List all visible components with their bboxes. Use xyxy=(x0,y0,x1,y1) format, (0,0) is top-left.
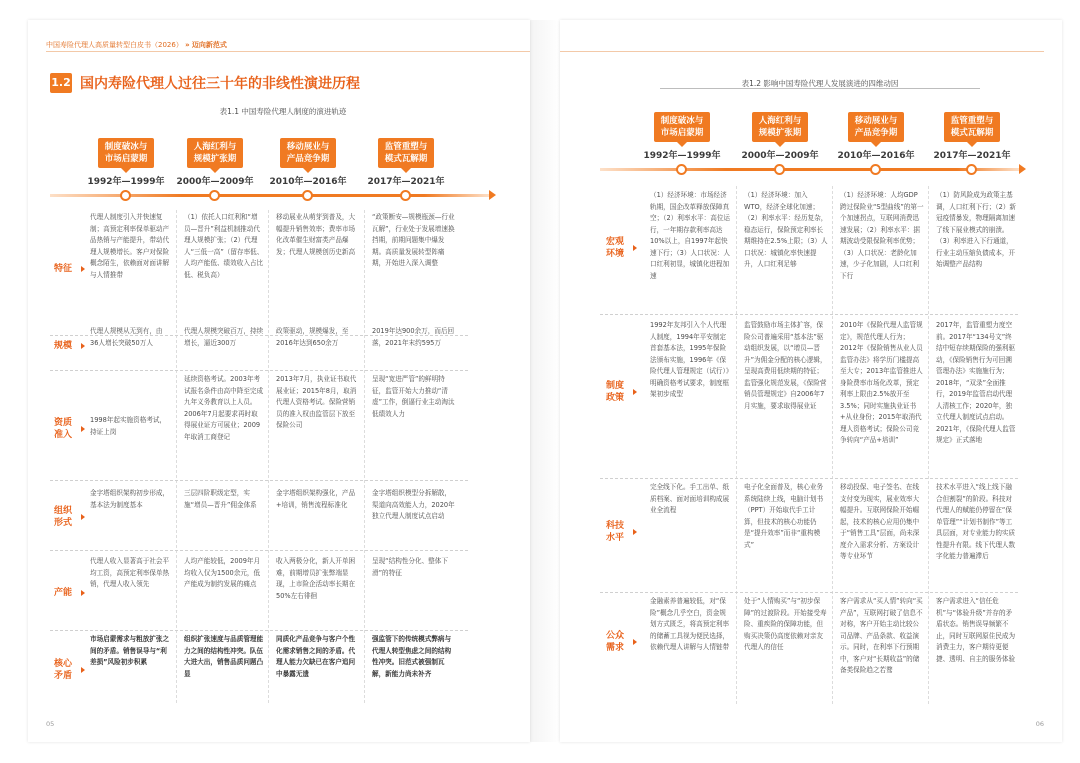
table-cell: 技术水平进入“线上线下融合但割裂”的阶段。科技对代理人的赋能仍停留在“保单管理”“计划书制作”等工具层面，对专业能力的实质性提升有限。线下代理人数字化能力普遍滞后 xyxy=(936,483,1016,560)
table-cell: 金字塔组织架构初步形成，基本法为制度基本 xyxy=(90,489,170,509)
table-cell: 人均产能较低，2009年月均收入仅为1500余元，低产能成为制约发展的痛点 xyxy=(184,557,261,588)
table-cell: 市场启蒙需求与粗放扩张之间的矛盾。销售误导与“利差损”风险初步积累 xyxy=(90,635,170,666)
table-cell: 强监管下的传统模式弊病与代理人转型焦虑之间的结构性冲突。旧范式被强制瓦解，新能力尚未补齐 xyxy=(372,635,452,678)
table-caption: 表1.1 中国寿险代理人制度的演进轨迹 xyxy=(148,106,418,117)
row-label: 宏观 环境 xyxy=(600,236,630,260)
table-cell: 处于“人情购买”与“初步保障”的过渡阶段。开始接受寿险、重疾险的保障功能，但购买决策仍高度依赖对亲友代理人的信任 xyxy=(744,597,827,651)
timeline-axis xyxy=(50,194,490,197)
period-badge: 制度破冰与 市场启蒙期 xyxy=(654,112,710,142)
timeline-marker xyxy=(774,164,785,175)
table-cell: （1）防风险成为政策主基调，人口红利下行；（2）新冠疫情暴发，物理隔离加速了线下展业模式的崩溃。（3）利率进入下行通道，行业主动压缩负债成本，开始调整产品结构 xyxy=(936,191,1017,268)
period-years: 2000年—2009年 xyxy=(741,151,819,161)
page-fold-shadow xyxy=(530,20,560,742)
table-cell: 代理人规模突破百万，持续增长，逼近300万 xyxy=(184,327,264,347)
table-cell: 1998年起实施资格考试，持证上岗 xyxy=(90,416,167,436)
table-cell: 移动投保、电子签名、在线支付变为现实，展业效率大幅提升。互联网保险开始崛起，技术的核心应用仍集中于“销售工具”层面，尚未深度介入需求分析、方案设计等专业环节 xyxy=(840,483,920,560)
table-cell: “政策断安—规模瓶颈—行业瓦解”，行业处于发展增速换挡期，前期问题集中爆发期。高质量发展转型阵痛期，开始进入深入调整 xyxy=(372,213,455,267)
period-badge: 监管重塑与 模式瓦解期 xyxy=(378,138,434,168)
table-cell: 收入两极分化，新人开单困难，前期增员扩张弊端显现，上市险企活动率长期在50%左右徘徊 xyxy=(276,557,356,600)
timeline-axis xyxy=(600,168,1020,171)
column-divider xyxy=(736,186,737,706)
table-cell: 三层四阶职级定型，实施“增员—晋升”佣金体系 xyxy=(184,489,257,509)
header-rule xyxy=(46,51,530,52)
table-cell: （1）经济环境：市场经济轨期，国企改革释放保障真空；（2）利率水平：高位运行，一年期存款利率高达10%以上，自1997年起快速下行；（3）人口状况：人口红利初显，城镇化进程加速 xyxy=(650,191,731,280)
running-header: 中国寿险代理人高质量转型白皮书（2026） » 迈向新范式 xyxy=(46,41,227,49)
table-cell: （1）依托人口红利和“增员—晋升”利益机制推动代理人规模扩张；（2）代理人“三低一高”（留存率低、人均产能低、绩效收入占比低、税负高） xyxy=(184,213,264,279)
period-badge: 人海红利与 规模扩张期 xyxy=(187,138,243,168)
period-badge: 监管重塑与 模式瓦解期 xyxy=(944,112,1000,142)
header-rule xyxy=(560,51,1044,52)
timeline-marker xyxy=(870,164,881,175)
period-years: 2010年—2016年 xyxy=(837,151,915,161)
table-cell: 2013年7月，执业证书取代展业证；2015年8月，取消代理人资格考试。保险营销员的准入权由监管层下放至保险公司 xyxy=(276,375,357,429)
left-page xyxy=(28,20,530,742)
row-label: 公众 需求 xyxy=(600,630,630,654)
row-divider xyxy=(600,478,1020,479)
table-cell: 代理人制度引入并快速复制；高预定利率保单驱动产品热销与产能提升，带动代理人规模增长。客户对保险概念陌生，依赖面对面讲解与人情推带 xyxy=(90,213,170,279)
timeline-marker xyxy=(676,164,687,175)
table-cell: 代理人规模从无到有，由36人增长突破50万人 xyxy=(90,327,163,347)
row-divider xyxy=(50,630,470,631)
table-cell: 2019年达900余万，而后回落，2021年末约595万 xyxy=(372,327,455,347)
period-years: 2017年—2021年 xyxy=(367,177,445,187)
table-cell: 金字塔组织模型分拆解散，渠道向高效能人力，2020年独立代理人制度试点启动 xyxy=(372,489,455,520)
timeline-marker xyxy=(209,190,220,201)
period-years: 2010年—2016年 xyxy=(269,177,347,187)
period-years: 2000年—2009年 xyxy=(176,177,254,187)
table-cell: 代理人收入显著高于社会平均工资，高预定利率保单热销，代理人收入领先 xyxy=(90,557,170,588)
right-page xyxy=(560,20,1062,742)
period-years: 2017年—2021年 xyxy=(933,151,1011,161)
table-caption: 表1.2 影响中国寿险代理人发展演进的四维动因 xyxy=(660,78,980,89)
table-cell: 金融素养普遍较低，对“保险”概念几乎空白，资金规划方式匮乏，将高预定利率的储蓄工具视为便民选择，依赖代理人讲解与人情链带 xyxy=(650,597,730,651)
row-label: 制度 政策 xyxy=(600,380,630,404)
table-cell: 金字塔组织架构强化，产品+培训，销售流程标准化 xyxy=(276,489,356,509)
table-cell: 移动展业从萌芽到普及，大幅提升销售效率；费率市场化改革催生财富类产品爆发；代理人规模创历史新高 xyxy=(276,213,356,256)
row-label: 科技 水平 xyxy=(600,520,630,544)
period-badge: 制度破冰与 市场启蒙期 xyxy=(98,138,154,168)
row-divider xyxy=(50,550,470,551)
table-cell: 组织扩张速度与品质管理能力之间的结构性冲突。队伍大进大出，销售品质问题凸显 xyxy=(184,635,264,678)
row-divider xyxy=(50,480,470,481)
row-label: 核心 矛盾 xyxy=(48,658,78,682)
row-label: 特征 xyxy=(48,263,78,275)
table-cell: 电子化全面普及，核心业务系统陆续上线，电脑计划书（PPT）开始取代手工计算，但技术的核心功能仍是“提升效率”而非“重构模式” xyxy=(744,483,824,549)
timeline-marker xyxy=(966,164,977,175)
row-divider xyxy=(600,314,1020,315)
column-divider xyxy=(928,186,929,706)
period-badge: 移动展业与 产品竞争期 xyxy=(848,112,904,142)
page-number: 06 xyxy=(1035,720,1044,728)
table-cell: 同质化产品竞争与客户个性化需求销售之间的矛盾。代理人能力欠缺已在客户追问中暴露无遗 xyxy=(276,635,356,678)
table-cell: 客户需求进入“信任危机”与“体验升级”并存的矛盾状态。销售误导频繁不止，同时互联网原住民成为消费主力，客户期待更便捷、透明、自主的服务体验 xyxy=(936,597,1016,663)
column-divider xyxy=(832,186,833,706)
section-heading xyxy=(50,72,360,94)
table-cell: 监管鼓励市场主体扩容，保险公司普遍采用“基本法”驱动组织发展，以“增员—晋升”为佣金分配的核心逻辑，呈现高费用低续期的特征；监管强化规范发展，《保险营销员管理规定》自2006年7月实施，要求取得展业证 xyxy=(744,321,827,410)
table-cell: 1992年友邦引入个人代理人制度，1994年平安制定首套基本法，1995年保险法颁布实施，1996年《保险代理人管理规定（试行）》明确资格考试要求，制度框架初步成型 xyxy=(650,321,730,398)
table-cell: （1）经济环境：人均GDP跨过保险业“S型曲线”的第一个加速拐点，互联网消费迅速发展；（2）利率水平：据期波动受限保险利率优势；（3）人口状况：老龄化加速，少子化加剧，人口红利下行 xyxy=(840,191,924,280)
timeline-marker xyxy=(400,190,411,201)
section-title: 国内寿险代理人过往三十年的非线性演进历程 xyxy=(80,76,360,92)
row-label: 组织 形式 xyxy=(48,505,78,529)
row-label: 产能 xyxy=(48,587,78,599)
period-years: 1992年—1999年 xyxy=(643,151,721,161)
table-cell: （1）经济环境：加入WTO，经济全球化加速；（2）利率水平：经历复杂，稳态运行，保险预定利率长期维持在2.5%上限；（3）人口状况：城镇化率快速提升，人口红利足够 xyxy=(744,191,828,268)
table-cell: 延续资格考试。2003年考试报名条件由高中降至完成九年义务教育以上人员。2006年7月起要求再时取得展业证方可展业；2009年取消工商登记 xyxy=(184,375,264,441)
table-cell: 2010年《保险代理人监管规定》，规范代理人行为；2012年《保险销售从业人员监管办法》将学历门槛提高至大专；2013年监管推进人身险费率市场化改革，预定利率上限由2.5%放开至3.5%；同时实施执业证书+从业身份；2015年取消代理人资格考试；保险公司竞争转向“产品+培训” xyxy=(840,321,923,444)
table-cell: 完全线下化。手工出单、纸质档案、面对面培训构成展业全流程 xyxy=(650,483,730,514)
timeline-marker xyxy=(120,190,131,201)
period-badge: 人海红利与 规模扩张期 xyxy=(752,112,808,142)
page-number: 05 xyxy=(46,720,55,728)
table-cell: 政策驱动，规模爆发，至2016年达到650余万 xyxy=(276,327,349,347)
row-divider xyxy=(600,592,1020,593)
timeline-marker xyxy=(302,190,313,201)
table-cell: 客户需求从“买人情”转向“买产品”，互联网打破了信息不对称，客户开始主动比较公司品牌、产品条款、收益演示。同时，在利率下行预期中，客户对“长期收益”的储备类保险趋之若鹜 xyxy=(840,597,923,674)
table-cell: 呈现“结构性分化、整体下滑”的特征 xyxy=(372,557,448,577)
table-cell: 呈现“宽进严管”的鲜明特征，监管开始大力推动“清虚”工作，倒逼行业主动淘汰低绩效人力 xyxy=(372,375,455,418)
table-cell: 2017年，监管重塑力度空前。2017年“134号文”终结中短存续期保险的强利驱动，《保险销售行为可回溯管理办法》实施施行为；2018年，“双录”全面推行，2019年监管启动代理人清核工作；2020年，独立代理人制度试点启动。2021年，《保险代理人监管规定》正式落地 xyxy=(936,321,1016,444)
row-label: 规模 xyxy=(48,340,78,352)
row-divider xyxy=(50,370,470,371)
section-number: 1.2 xyxy=(50,73,72,93)
period-years: 1992年—1999年 xyxy=(87,177,165,187)
row-label: 资质 准入 xyxy=(48,417,78,441)
period-badge: 移动展业与 产品竞争期 xyxy=(280,138,336,168)
